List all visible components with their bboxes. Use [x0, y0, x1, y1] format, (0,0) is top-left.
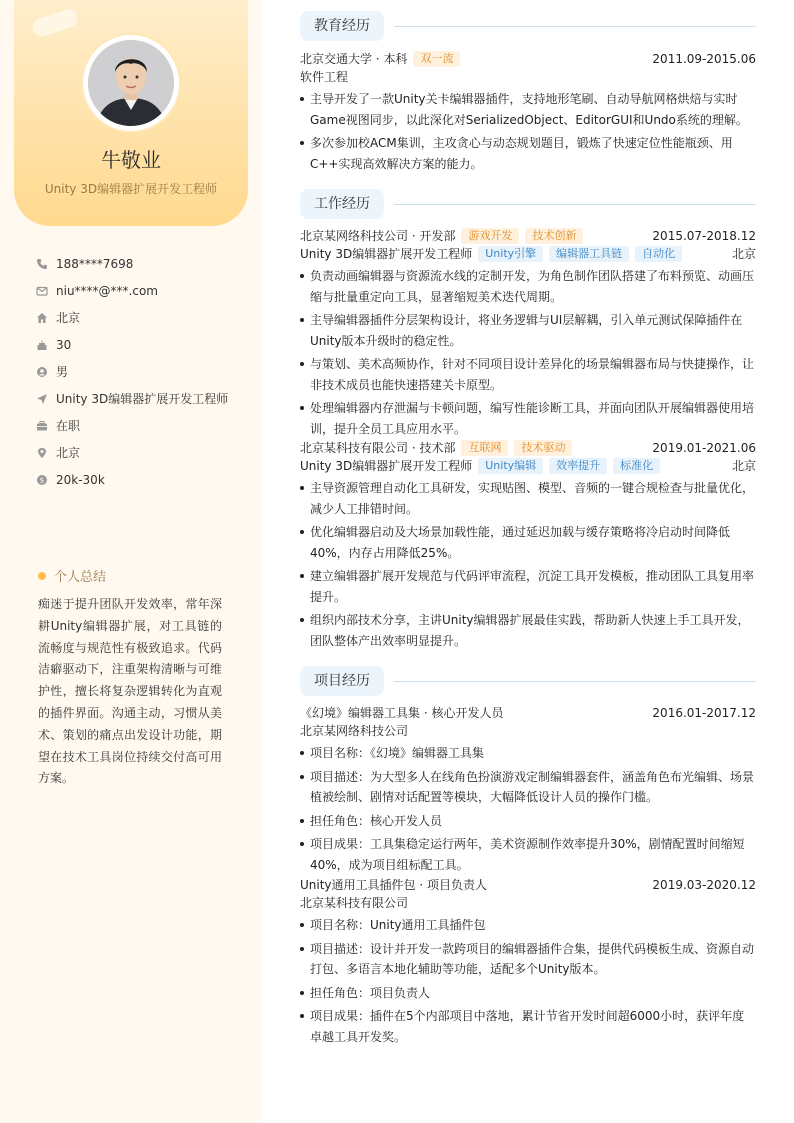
contact-phone — [36, 250, 256, 277]
list-item: 处理编辑器内存泄漏与卡顿问题，编写性能诊断工具，并面向团队开展编辑器使用培训，提升全员工具应用水平。 — [300, 398, 756, 439]
section-title: 项目经历 — [300, 666, 384, 696]
cake-icon — [36, 339, 48, 351]
project-name: Unity通用工具插件包 · 项目负责人 — [300, 878, 487, 892]
project-entry — [300, 704, 756, 875]
list-item: 项目描述：设计并开发一款跨项目的编辑器插件合集，提供代码模板生成、资源自动打包、多语言本地化辅助等功能，适配多个Unity版本。 — [300, 939, 756, 980]
bullet-list — [300, 743, 756, 875]
summary-text: 痴迷于提升团队开发效率，常年深耕Unity编辑器扩展，对工具链的流畅度与规范性有极致追求。代码洁癖驱动下，注重架构清晰与可维护性，擅长将复杂逻辑转化为直观的插件界面。沟通主动，习惯从美术、策划的痛点出发设计功能，期望在技术工具岗位持续交付高可用方案。 — [38, 597, 222, 786]
summary-title: 个人总结 — [54, 570, 107, 585]
contact-email — [36, 277, 256, 304]
contact-target — [36, 385, 256, 412]
list-item: 主导开发了一款Unity关卡编辑器插件，支持地形笔刷、自动导航网格烘焙与实时Game视图同步，以此深化对SerializedObject、EditorGUI和Undo系统的理解。 — [300, 89, 756, 130]
project-header — [300, 704, 756, 722]
profile-name: 牛敬业 — [101, 148, 161, 172]
list-item: 项目名称：《幻境》编辑器工具集 — [300, 743, 756, 764]
list-item: 与策划、美术高频协作，针对不同项目设计差异化的场景编辑器布局与快捷操作，让非技术成员也能快速搭建关卡原型。 — [300, 354, 756, 395]
list-item: 主导资源管理自动化工具研发，实现贴图、模型、音频的一键合规检查与批量优化，减少人工排错时间。 — [300, 478, 756, 519]
tag: 互联网 — [461, 440, 508, 456]
sidebar — [0, 0, 262, 1123]
briefcase-icon — [36, 420, 48, 432]
contact-text: 男 — [56, 365, 69, 379]
gender-icon — [36, 366, 48, 378]
send-icon — [36, 393, 48, 405]
contact-home — [36, 304, 256, 331]
divider — [394, 681, 756, 682]
home-icon — [36, 312, 48, 324]
salary-icon — [36, 474, 48, 486]
list-item: 项目成果：插件在5个内部项目中落地，累计节省开发时间超6000小时，获评年度卓越工具开发奖。 — [300, 1006, 756, 1047]
tag: 自动化 — [635, 246, 682, 262]
bullet-list — [300, 478, 756, 651]
contact-status — [36, 412, 256, 439]
contact-text: niu****@***.com — [56, 283, 158, 298]
work-header — [300, 439, 756, 457]
date-range: 2019.03-2020.12 — [652, 878, 756, 892]
section-work-title — [300, 189, 756, 219]
position-row — [300, 245, 756, 263]
contact-text: 北京 — [56, 311, 81, 325]
project-company: 北京某科技有限公司 — [300, 896, 409, 910]
bullet-list — [300, 915, 756, 1047]
tag: Unity引擎 — [478, 246, 543, 262]
section-education-title — [300, 11, 756, 41]
divider — [394, 26, 756, 27]
date-range: 2016.01-2017.12 — [652, 706, 756, 720]
list-item: 负责动画编辑器与资源流水线的定制开发，为角色制作团队搭建了布料预览、动画压缩与批量重定向工具，显著缩短美术迭代周期。 — [300, 266, 756, 307]
list-item: 建立编辑器扩展开发规范与代码评审流程，沉淀工具开发模板，推动团队工具复用率提升。 — [300, 566, 756, 607]
bullet-list — [300, 89, 756, 174]
section-title: 工作经历 — [300, 189, 384, 219]
position-name: Unity 3D编辑器扩展开发工程师 — [300, 247, 473, 261]
bullet-dot-icon — [38, 572, 46, 580]
tag: 双一流 — [413, 51, 460, 67]
bullet-list — [300, 266, 756, 439]
avatar-frame — [83, 35, 179, 131]
date-range: 2015.07-2018.12 — [652, 229, 756, 243]
contact-salary — [36, 466, 256, 493]
list-item: 项目成果：工具集稳定运行两年，美术资源制作效率提升30%，剧情配置时间缩短40%，成为项目组标配工具。 — [300, 834, 756, 875]
city: 北京 — [731, 459, 756, 473]
list-item: 主导编辑器插件分层架构设计，将业务逻辑与UI层解耦，引入单元测试保障插件在Unity版本升级时的稳定性。 — [300, 310, 756, 351]
education-header — [300, 50, 756, 68]
list-item: 组织内部技术分享，主讲Unity编辑器扩展最佳实践，帮助新人快速上手工具开发，团队整体产出效率明显提升。 — [300, 610, 756, 651]
tag: Unity编辑 — [478, 458, 543, 474]
phone-icon — [36, 258, 48, 270]
contact-location — [36, 439, 256, 466]
tag: 技术驱动 — [514, 440, 572, 456]
project-company: 北京某网络科技公司 — [300, 724, 409, 738]
work-entry — [300, 227, 756, 439]
summary-heading — [38, 566, 106, 585]
work-entry — [300, 439, 756, 651]
contact-text: 在职 — [56, 419, 81, 433]
school-name: 北京交通大学 · 本科 — [300, 52, 408, 66]
project-entry — [300, 876, 756, 1047]
tag: 编辑器工具链 — [549, 246, 629, 262]
list-item: 担任角色：项目负责人 — [300, 983, 756, 1004]
location-icon — [36, 447, 48, 459]
tag: 标准化 — [613, 458, 660, 474]
avatar — [88, 40, 174, 126]
profile-role: Unity 3D编辑器扩展开发工程师 — [44, 182, 218, 196]
contact-text: 188****7698 — [56, 256, 134, 271]
tag: 效率提升 — [549, 458, 607, 474]
contact-text: 北京 — [56, 446, 81, 460]
project-header — [300, 876, 756, 894]
list-item: 项目描述：为大型多人在线角色扮演游戏定制编辑器套件，涵盖角色布光编辑、场景植被绘制、剧情对话配置等模块，大幅降低设计人员的操作门槛。 — [300, 767, 756, 808]
contact-text: 20k-30k — [56, 472, 105, 487]
project-name: 《幻境》编辑器工具集 · 核心开发人员 — [300, 706, 504, 720]
company-name: 北京某科技有限公司 · 技术部 — [300, 441, 456, 455]
contact-text: Unity 3D编辑器扩展开发工程师 — [56, 392, 229, 406]
education-entry — [300, 50, 756, 174]
mail-icon — [36, 285, 48, 297]
work-header — [300, 227, 756, 245]
contact-gender — [36, 358, 256, 385]
tag: 游戏开发 — [461, 228, 519, 244]
date-range: 2019.01-2021.06 — [652, 441, 756, 455]
position-row — [300, 457, 756, 475]
list-item: 多次参加校ACM集训，主攻贪心与动态规划题目，锻炼了快速定位性能瓶颈、用C++实现高效解决方案的能力。 — [300, 133, 756, 174]
section-title: 教育经历 — [300, 11, 384, 41]
list-item: 优化编辑器启动及大场景加载性能，通过延迟加载与缓存策略将冷启动时间降低40%，内存占用降低25%。 — [300, 522, 756, 563]
position-name: Unity 3D编辑器扩展开发工程师 — [300, 459, 473, 473]
svg-text:$: $ — [39, 476, 45, 484]
city: 北京 — [731, 247, 756, 261]
major: 软件工程 — [300, 70, 349, 84]
list-item: 项目名称：Unity通用工具插件包 — [300, 915, 756, 936]
section-projects-title — [300, 666, 756, 696]
list-item: 担任角色：核心开发人员 — [300, 811, 756, 832]
contact-text: 30 — [56, 337, 72, 352]
tag: 技术创新 — [525, 228, 583, 244]
divider — [394, 204, 756, 205]
contact-list — [36, 250, 256, 493]
contact-age — [36, 331, 256, 358]
date-range: 2011.09-2015.06 — [652, 52, 756, 66]
company-name: 北京某网络科技公司 · 开发部 — [300, 229, 456, 243]
